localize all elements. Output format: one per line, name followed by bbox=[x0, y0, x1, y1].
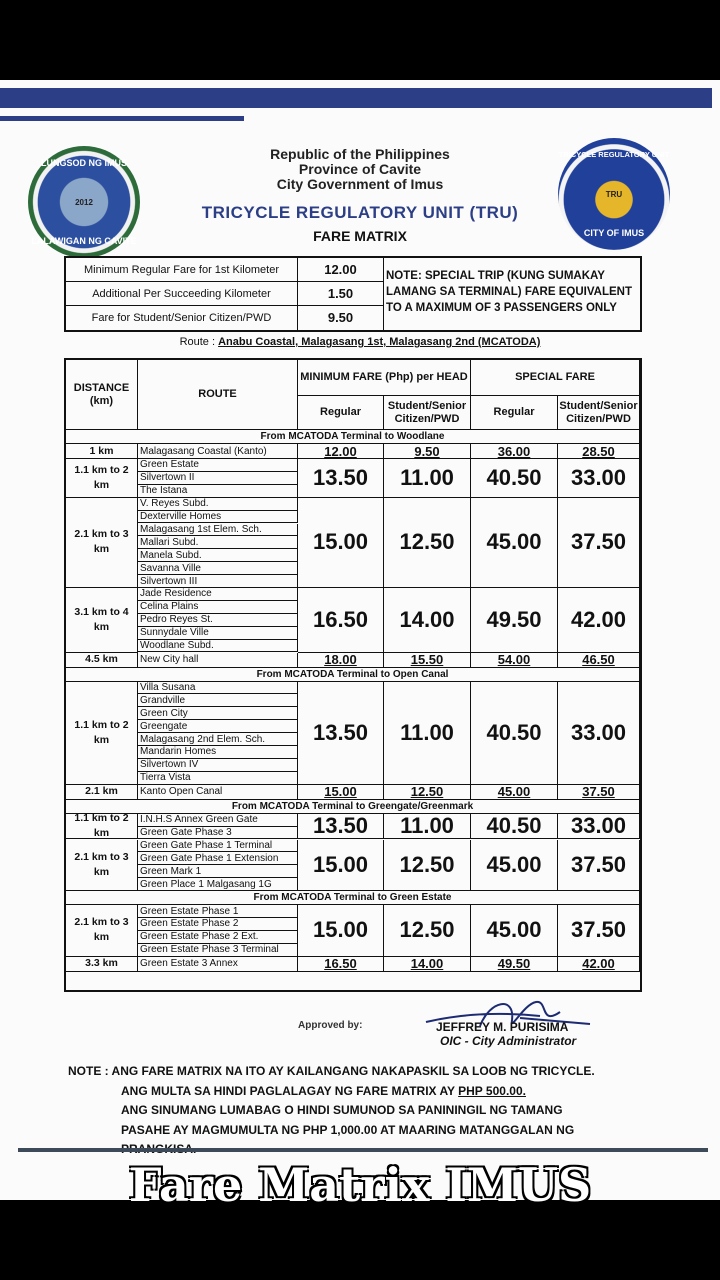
header-province: Province of Cavite bbox=[298, 161, 422, 177]
route-item: Green Place 1 Malgasang 1G bbox=[138, 878, 298, 891]
distance-cell: 1.1 km to 2 km bbox=[66, 814, 138, 840]
route-item: Greengate bbox=[138, 720, 298, 733]
fare-value: 9.50 bbox=[384, 444, 471, 459]
summary-value: 9.50 bbox=[298, 306, 384, 330]
route-item: Jade Residence bbox=[138, 588, 298, 601]
fare-value: 12.50 bbox=[384, 785, 471, 800]
summary-row bbox=[66, 282, 384, 306]
fare-value: 28.50 bbox=[558, 444, 640, 459]
summary-row bbox=[66, 306, 384, 330]
fare-value: 37.50 bbox=[558, 905, 640, 957]
seal-left-top-text: LUNGSOD NG IMUS bbox=[40, 158, 127, 168]
distance-cell: 2.1 km to 3 km bbox=[66, 905, 138, 957]
top-blue-rule bbox=[0, 116, 244, 121]
section-header: From MCATODA Terminal to Greengate/Greenmark bbox=[66, 800, 640, 814]
route-item: Silvertown III bbox=[138, 575, 298, 588]
fare-value: 37.50 bbox=[558, 785, 640, 800]
summary-label: Fare for Student/Senior Citizen/PWD bbox=[66, 306, 298, 330]
section-header: From MCATODA Terminal to Woodlane bbox=[66, 430, 640, 444]
header-republic: Republic of the Philippines bbox=[270, 146, 450, 162]
fare-value: 15.00 bbox=[298, 840, 384, 892]
route-item: Pedro Reyes St. bbox=[138, 614, 298, 627]
fare-value: 36.00 bbox=[471, 444, 558, 459]
route-item: Green Mark 1 bbox=[138, 865, 298, 878]
col-header-route: ROUTE bbox=[138, 360, 298, 430]
route-item: Green Estate bbox=[138, 459, 298, 472]
route-value: Anabu Coastal, Malagasang 1st, Malagasang 2nd (MCATODA) bbox=[218, 336, 541, 348]
fare-value: 49.50 bbox=[471, 588, 558, 653]
fare-value: 54.00 bbox=[471, 653, 558, 668]
route-line bbox=[0, 336, 720, 348]
route-item: Green Gate Phase 3 bbox=[138, 827, 298, 840]
fare-value: 14.00 bbox=[384, 957, 471, 972]
route-item: Savanna Ville bbox=[138, 562, 298, 575]
fare-value: 40.50 bbox=[471, 682, 558, 785]
route-item: Kanto Open Canal bbox=[138, 785, 298, 800]
route-item: Grandville bbox=[138, 694, 298, 707]
fare-value: 12.50 bbox=[384, 905, 471, 957]
fare-value: 33.00 bbox=[558, 459, 640, 498]
note-line: NOTE : ANG FARE MATRIX NA ITO AY KAILANGANG NAKAPASKIL SA LOOB NG TRICYCLE. bbox=[68, 1064, 595, 1078]
route-item: Green Estate Phase 3 Terminal bbox=[138, 944, 298, 957]
route-item: Tierra Vista bbox=[138, 772, 298, 785]
summary-label: Minimum Regular Fare for 1st Kilometer bbox=[66, 258, 298, 282]
route-item: Mallari Subd. bbox=[138, 536, 298, 549]
fare-value: 12.00 bbox=[298, 444, 384, 459]
fare-value: 14.00 bbox=[384, 588, 471, 653]
header-city: City Government of Imus bbox=[276, 176, 444, 192]
section-header: From MCATODA Terminal to Green Estate bbox=[66, 891, 640, 905]
route-item: Woodlane Subd. bbox=[138, 640, 298, 653]
fare-value: 18.00 bbox=[298, 653, 384, 668]
note-text: ANG MULTA SA HINDI PAGLALAGAY NG FARE MATRIX AY bbox=[121, 1083, 459, 1098]
summary-row bbox=[66, 258, 384, 282]
distance-cell: 3.1 km to 4 km bbox=[66, 588, 138, 653]
route-item: Dexterville Homes bbox=[138, 511, 298, 524]
approved-by-label: Approved by: bbox=[298, 1020, 363, 1031]
fare-summary-box bbox=[64, 256, 642, 332]
summary-value: 12.00 bbox=[298, 258, 384, 282]
page-title: FARE MATRIX bbox=[313, 228, 407, 244]
distance-cell: 1.1 km to 2 km bbox=[66, 459, 138, 498]
route-item: Malagasang 2nd Elem. Sch. bbox=[138, 733, 298, 746]
fare-value: 15.00 bbox=[298, 905, 384, 957]
fare-value: 11.00 bbox=[384, 459, 471, 498]
fare-value: 13.50 bbox=[298, 459, 384, 498]
fare-table bbox=[64, 358, 642, 992]
route-item: Malagasang 1st Elem. Sch. bbox=[138, 524, 298, 537]
fare-value: 13.50 bbox=[298, 814, 384, 840]
route-item: Villa Susana bbox=[138, 682, 298, 695]
distance-cell: 1.1 km to 2 km bbox=[66, 682, 138, 785]
fare-value: 42.00 bbox=[558, 588, 640, 653]
route-item: Green Estate Phase 1 bbox=[138, 905, 298, 918]
distance-cell: 2.1 km bbox=[66, 785, 138, 800]
col-header-special-fare: SPECIAL FARE bbox=[471, 360, 640, 396]
route-item: Silvertown IV bbox=[138, 759, 298, 772]
fare-value: 37.50 bbox=[558, 498, 640, 588]
col-header-minimum-fare: MINIMUM FARE (Php) per HEAD bbox=[298, 360, 471, 396]
fare-value: 46.50 bbox=[558, 653, 640, 668]
fare-value: 16.50 bbox=[298, 957, 384, 972]
route-item: Green City bbox=[138, 707, 298, 720]
fare-value: 45.00 bbox=[471, 785, 558, 800]
header-unit: TRICYCLE REGULATORY UNIT (TRU) bbox=[201, 203, 519, 222]
route-item: I.N.H.S Annex Green Gate bbox=[138, 814, 298, 827]
route-item: Silvertown II bbox=[138, 472, 298, 485]
route-item: Celina Plains bbox=[138, 601, 298, 614]
route-item: Manela Subd. bbox=[138, 549, 298, 562]
fare-value: 42.00 bbox=[558, 957, 640, 972]
note-fine: PHP 500.00. bbox=[458, 1083, 526, 1098]
note-line bbox=[68, 1082, 668, 1102]
distance-cell: 4.5 km bbox=[66, 653, 138, 668]
section-header: From MCATODA Terminal to Open Canal bbox=[66, 668, 640, 682]
route-item: Green Gate Phase 1 Terminal bbox=[138, 840, 298, 853]
fare-value: 33.00 bbox=[558, 814, 640, 840]
fare-value: 45.00 bbox=[471, 905, 558, 957]
col-header-special-student: Student/Senior Citizen/PWD bbox=[558, 396, 640, 430]
seal-right-top-text: TRICYCLE REGULATORY UNIT bbox=[558, 150, 670, 159]
fare-value: 11.00 bbox=[384, 814, 471, 840]
top-blue-bar bbox=[0, 88, 712, 108]
fare-value: 40.50 bbox=[471, 459, 558, 498]
fare-value: 49.50 bbox=[471, 957, 558, 972]
approver-position: OIC - City Administrator bbox=[440, 1034, 577, 1048]
fare-matrix-document bbox=[0, 80, 720, 1200]
col-header-special-regular: Regular bbox=[471, 396, 558, 430]
route-item: Green Estate 3 Annex bbox=[138, 957, 298, 972]
route-item: Sunnydale Ville bbox=[138, 627, 298, 640]
bottom-rule bbox=[18, 1148, 708, 1152]
fare-value: 15.00 bbox=[298, 498, 384, 588]
distance-cell: 2.1 km to 3 km bbox=[66, 840, 138, 892]
route-item: Green Estate Phase 2 Ext. bbox=[138, 931, 298, 944]
penalty-note bbox=[68, 1062, 668, 1160]
route-prefix: Route : bbox=[179, 336, 219, 348]
seal-left-bottom-text: LALAWIGAN NG CAVITE bbox=[31, 236, 137, 246]
fare-value: 11.00 bbox=[384, 682, 471, 785]
special-trip-note: NOTE: SPECIAL TRIP (KUNG SUMAKAY LAMANG SA TERMINAL) FARE EQUIVALENT TO A MAXIMUM OF 3 PASSENGERS ONLY bbox=[386, 270, 632, 314]
route-item: Green Estate Phase 2 bbox=[138, 918, 298, 931]
fare-value: 15.50 bbox=[384, 653, 471, 668]
route-item: Malagasang Coastal (Kanto) bbox=[138, 444, 298, 459]
fare-value: 16.50 bbox=[298, 588, 384, 653]
route-item: V. Reyes Subd. bbox=[138, 498, 298, 511]
note-line: ANG SINUMANG LUMABAG O HINDI SUMUNOD SA PANININGIL NG TAMANG bbox=[121, 1103, 563, 1117]
route-item: New City hall bbox=[138, 653, 298, 668]
fare-value: 12.50 bbox=[384, 498, 471, 588]
fare-value: 45.00 bbox=[471, 498, 558, 588]
col-header-student: Student/Senior Citizen/PWD bbox=[384, 396, 471, 430]
summary-label: Additional Per Succeeding Kilometer bbox=[66, 282, 298, 306]
route-item: Mandarin Homes bbox=[138, 746, 298, 759]
video-caption: Fare Matrix IMUS bbox=[128, 1158, 592, 1212]
seal-right-mid-text: TRU bbox=[605, 190, 623, 199]
summary-value: 1.50 bbox=[298, 282, 384, 306]
seal-right-bottom-text: CITY OF IMUS bbox=[583, 228, 645, 238]
col-header-regular: Regular bbox=[298, 396, 384, 430]
fare-value: 40.50 bbox=[471, 814, 558, 840]
distance-cell: 2.1 km to 3 km bbox=[66, 498, 138, 588]
distance-cell: 3.3 km bbox=[66, 957, 138, 972]
distance-cell: 1 km bbox=[66, 444, 138, 459]
fare-value: 37.50 bbox=[558, 840, 640, 892]
note-line: PASAHE AY MAGMUMULTA NG PHP 1,000.00 AT MAARING MATANGGALAN NG bbox=[121, 1122, 575, 1137]
route-item: The Istana bbox=[138, 485, 298, 498]
fare-value: 15.00 bbox=[298, 785, 384, 800]
seal-left-year: 2012 bbox=[75, 198, 93, 207]
col-header-distance: DISTANCE (km) bbox=[66, 360, 138, 430]
fare-value: 33.00 bbox=[558, 682, 640, 785]
approver-name: JEFFREY M. PURISIMA bbox=[436, 1020, 569, 1034]
route-item: Green Gate Phase 1 Extension bbox=[138, 852, 298, 865]
fare-value: 12.50 bbox=[384, 840, 471, 892]
fare-value: 45.00 bbox=[471, 840, 558, 892]
fare-value: 13.50 bbox=[298, 682, 384, 785]
